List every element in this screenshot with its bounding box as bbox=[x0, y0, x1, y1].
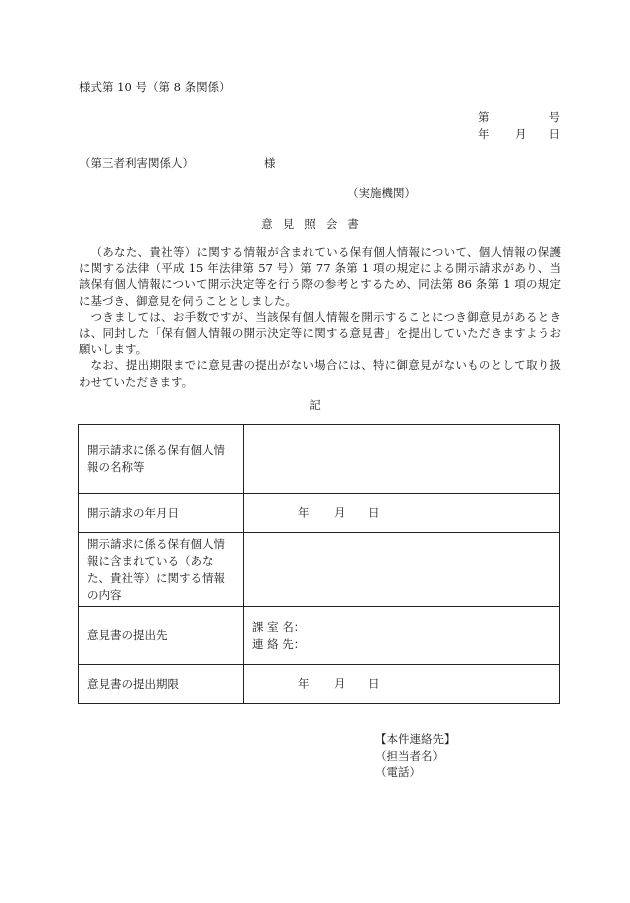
date-day: 日 bbox=[548, 127, 560, 141]
info-table bbox=[78, 424, 560, 704]
document-title: 意見照会書 bbox=[261, 217, 369, 231]
body-text bbox=[79, 244, 561, 390]
form-number: 様式第 10 号（第 8 条関係） bbox=[79, 80, 231, 94]
contact-person: （担当者名） bbox=[375, 748, 444, 763]
issuer: （実施機関） bbox=[347, 186, 416, 200]
table-row bbox=[79, 425, 560, 494]
date-year: 年 bbox=[478, 127, 490, 141]
doc-number-suffix: 号 bbox=[548, 110, 560, 124]
date-month: 月 bbox=[334, 505, 346, 520]
date-day: 日 bbox=[368, 505, 380, 520]
contact-phone: （電話） bbox=[375, 765, 421, 779]
info-name-value bbox=[244, 425, 560, 494]
section-name-line: 課 室 名： bbox=[252, 619, 306, 634]
contact-heading: 【本件連絡先】 bbox=[375, 732, 456, 746]
submission-dest-value bbox=[244, 607, 560, 665]
request-date-value bbox=[244, 494, 560, 533]
contact-info-line: 連 絡 先： bbox=[252, 636, 306, 651]
table-row bbox=[79, 494, 560, 533]
deadline-label: 意見書の提出期限 bbox=[79, 665, 244, 704]
body-paragraph-1: （あなた、貴社等）に関する情報が含まれている保有個人情報について、個人情報の保護に関する法律（平成 15 年法律第 57 号）第 77 条第 1 項の規定による開示請求があり、当該保有個人情報について開示決定等を行う際の参考とするため、同法第 86 条第 1 項の規定に基づき、御意見を伺うこととしました。 bbox=[79, 245, 561, 308]
table-row bbox=[79, 665, 560, 704]
date-day: 日 bbox=[368, 676, 380, 691]
recipient: （第三者利害関係人） bbox=[79, 156, 194, 170]
info-content-value bbox=[244, 533, 560, 607]
ki-heading: 記 bbox=[309, 398, 321, 412]
info-name-label: 開示請求に係る保有個人情報の名称等 bbox=[79, 425, 244, 494]
request-date-label: 開示請求の年月日 bbox=[79, 494, 244, 533]
body-paragraph-3: なお、提出期限までに意見書の提出がない場合には、特に御意見がないものとして取り扱わせていただきます。 bbox=[79, 358, 561, 389]
date-month: 月 bbox=[515, 127, 527, 141]
info-content-label: 開示請求に係る保有個人情報に含まれている（あなた、貴社等）に関する情報の内容 bbox=[79, 533, 244, 607]
date-year: 年 bbox=[298, 505, 310, 520]
date-month: 月 bbox=[334, 676, 346, 691]
table-row bbox=[79, 607, 560, 665]
doc-number-prefix: 第 bbox=[478, 110, 490, 124]
honorific: 様 bbox=[264, 156, 276, 170]
contact-block bbox=[375, 731, 456, 781]
table-row bbox=[79, 533, 560, 607]
date-year: 年 bbox=[298, 676, 310, 691]
body-paragraph-2: つきましては、お手数ですが、当該保有個人情報を開示することにつき御意見があるときは、同封した「保有個人情報の開示決定等に関する意見書」を提出していただきますようお願いします。 bbox=[79, 309, 561, 357]
submission-dest-label: 意見書の提出先 bbox=[79, 607, 244, 665]
deadline-value bbox=[244, 665, 560, 704]
